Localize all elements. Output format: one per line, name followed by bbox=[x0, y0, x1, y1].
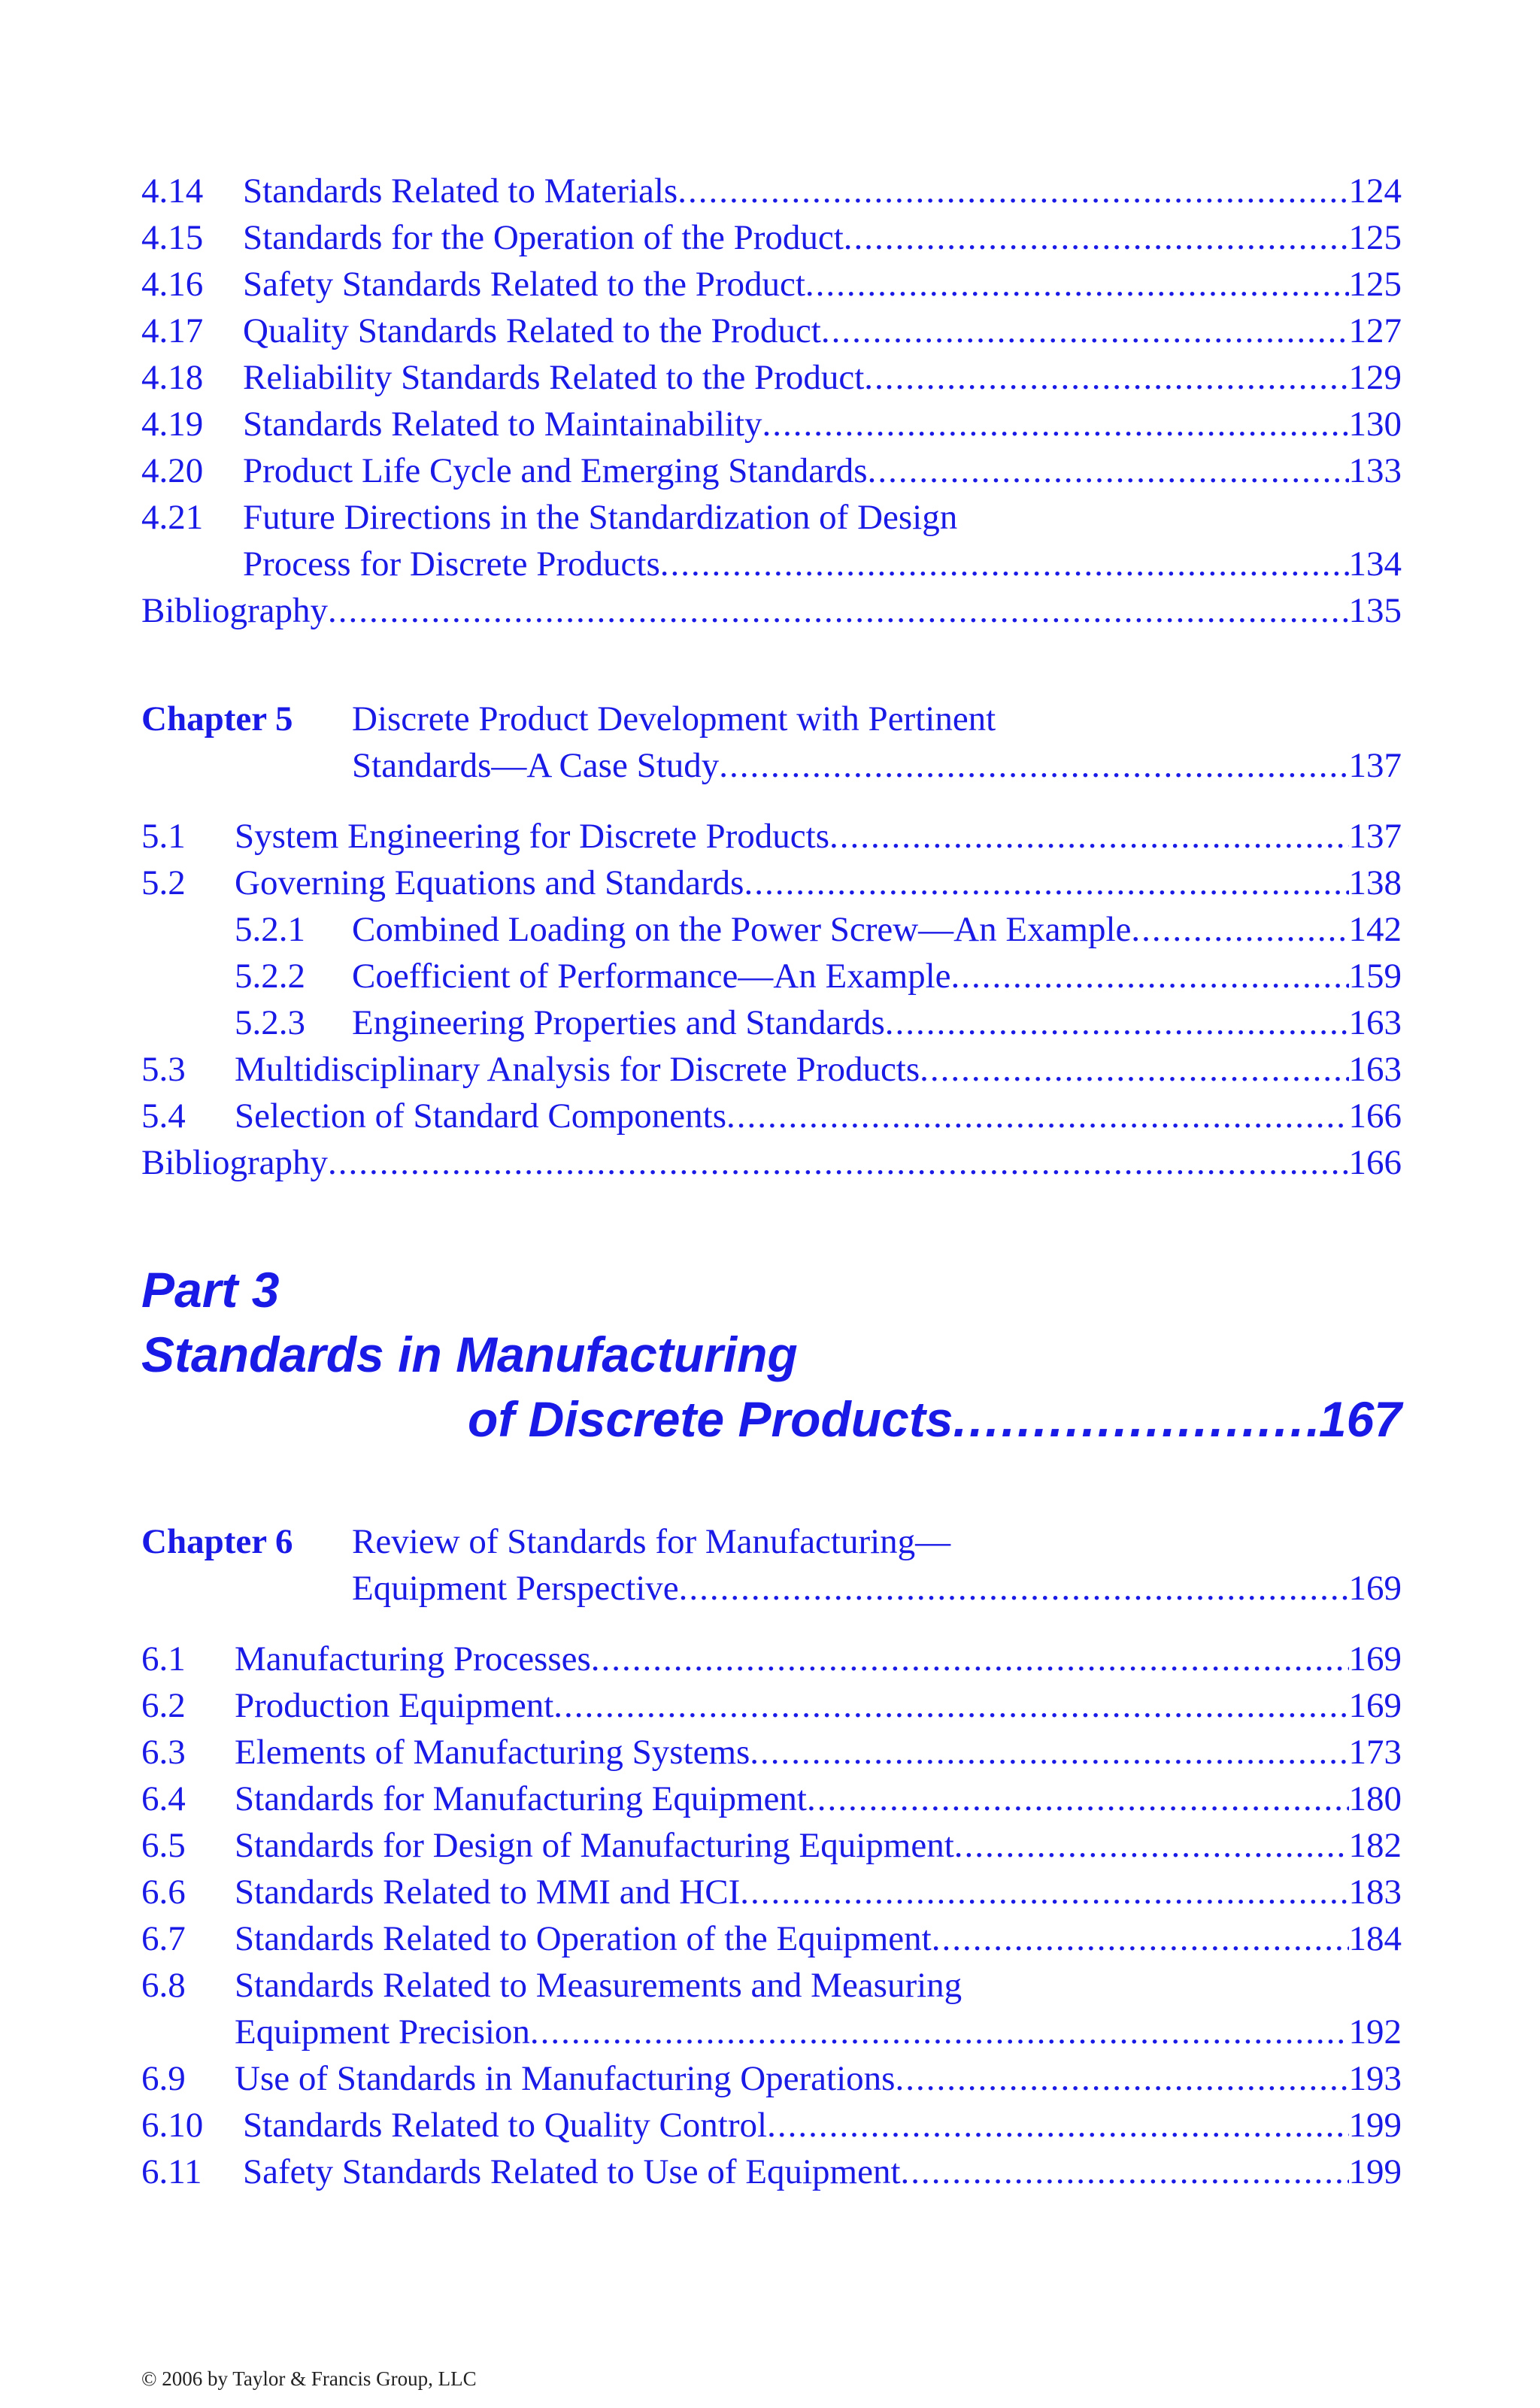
toc-entry-6-4[interactable] bbox=[141, 1776, 1402, 1821]
entry-title: Elements of Manufacturing Systems bbox=[235, 1733, 750, 1772]
dot-leader bbox=[591, 1636, 1349, 1682]
entry-number: 5.2.3 bbox=[235, 1003, 305, 1042]
entry-page: 135 bbox=[1348, 591, 1402, 630]
dot-leader bbox=[767, 2103, 1348, 2148]
chapter-title-continued: Standards—A Case Study bbox=[352, 746, 720, 785]
toc-entry-6-2[interactable] bbox=[141, 1683, 1402, 1728]
entry-page: 137 bbox=[1348, 746, 1402, 785]
toc-entry-bibliography-4[interactable] bbox=[141, 588, 1402, 633]
entry-title: Combined Loading on the Power Screw—An Example bbox=[352, 910, 1132, 949]
entry-title: Bibliography bbox=[141, 1143, 329, 1182]
toc-entry-4-18[interactable] bbox=[141, 355, 1402, 400]
entry-number: 6.5 bbox=[141, 1826, 186, 1865]
entry-page: 129 bbox=[1348, 358, 1402, 397]
entry-page: 169 bbox=[1348, 1569, 1402, 1608]
entry-number: 6.4 bbox=[141, 1779, 186, 1818]
dot-leader bbox=[807, 1776, 1349, 1821]
entry-number: 6.9 bbox=[141, 2059, 186, 2098]
entry-number: 5.1 bbox=[141, 817, 186, 856]
dot-leader bbox=[726, 1093, 1349, 1139]
entry-number: 4.19 bbox=[141, 405, 204, 444]
dot-leader bbox=[821, 308, 1349, 353]
toc-entry-6-10[interactable] bbox=[141, 2103, 1402, 2148]
entry-title: Use of Standards in Manufacturing Operations bbox=[235, 2059, 896, 2098]
toc-entry-4-19[interactable] bbox=[141, 402, 1402, 447]
toc-entry-4-21[interactable] bbox=[141, 495, 1402, 540]
toc-entry-4-15[interactable] bbox=[141, 215, 1402, 260]
entry-title: Bibliography bbox=[141, 591, 329, 630]
entry-title: Standards Related to Maintainability bbox=[243, 405, 762, 444]
dot-leader bbox=[762, 402, 1349, 447]
entry-number: 4.15 bbox=[141, 218, 204, 257]
toc-entry-5-4[interactable] bbox=[141, 1093, 1402, 1139]
chapter-6-heading-continued[interactable] bbox=[141, 1566, 1402, 1611]
toc-entry-6-8-continued[interactable] bbox=[141, 2009, 1402, 2055]
entry-number: 5.2.1 bbox=[235, 910, 305, 949]
toc-entry-4-16[interactable] bbox=[141, 262, 1402, 307]
entry-number: 6.6 bbox=[141, 1873, 186, 1912]
entry-number: 6.1 bbox=[141, 1639, 186, 1679]
entry-page: 199 bbox=[1348, 2106, 1402, 2145]
part-3-title: Standards in Manufacturing bbox=[141, 1327, 798, 1382]
dot-leader bbox=[679, 1566, 1349, 1611]
dot-leader bbox=[744, 860, 1348, 905]
entry-number: 6.10 bbox=[141, 2106, 204, 2145]
entry-page: 183 bbox=[1348, 1873, 1402, 1912]
entry-title: Standards for Design of Manufacturing Equipment bbox=[235, 1826, 954, 1865]
dot-leader bbox=[953, 1387, 1319, 1451]
entry-title: Standards Related to Quality Control bbox=[243, 2106, 768, 2145]
entry-page: 193 bbox=[1348, 2059, 1402, 2098]
entry-title: System Engineering for Discrete Products bbox=[235, 817, 829, 856]
entry-title: Safety Standards Related to Use of Equipment bbox=[243, 2152, 901, 2191]
dot-leader bbox=[895, 2056, 1348, 2101]
entry-page: 169 bbox=[1348, 1639, 1402, 1679]
entry-title: Engineering Properties and Standards bbox=[352, 1003, 885, 1042]
entry-page: 130 bbox=[1348, 405, 1402, 444]
dot-leader bbox=[805, 262, 1349, 307]
entry-number: 6.2 bbox=[141, 1686, 186, 1725]
toc-entry-4-17[interactable] bbox=[141, 308, 1402, 353]
dot-leader bbox=[864, 355, 1348, 400]
toc-entry-4-14[interactable] bbox=[141, 168, 1402, 214]
entry-title: Standards Related to Operation of the Equipment bbox=[235, 1919, 932, 1958]
dot-leader bbox=[1131, 907, 1348, 952]
toc-entry-4-20[interactable] bbox=[141, 448, 1402, 493]
entry-title: Safety Standards Related to the Product bbox=[243, 265, 805, 304]
entry-page: 180 bbox=[1348, 1779, 1402, 1818]
entry-title: Standards Related to Measurements and Measuring bbox=[235, 1966, 962, 2005]
toc-entry-5-1[interactable] bbox=[141, 814, 1402, 859]
entry-number: 6.11 bbox=[141, 2152, 202, 2191]
dot-leader bbox=[328, 588, 1348, 633]
toc-entry-6-5[interactable] bbox=[141, 1823, 1402, 1868]
entry-number: 6.3 bbox=[141, 1733, 186, 1772]
entry-number: 4.16 bbox=[141, 265, 204, 304]
entry-page: 133 bbox=[1348, 451, 1402, 490]
entry-title: Product Life Cycle and Emerging Standards bbox=[243, 451, 868, 490]
dot-leader bbox=[951, 954, 1349, 999]
entry-page: 125 bbox=[1348, 265, 1402, 304]
chapter-title: Discrete Product Development with Pertinent bbox=[352, 699, 996, 738]
entry-number: 4.17 bbox=[141, 311, 204, 350]
part-3-subtitle: of Discrete Products bbox=[468, 1391, 953, 1447]
chapter-5-heading[interactable] bbox=[141, 696, 1402, 742]
toc-entry-5-2-1[interactable] bbox=[141, 907, 1402, 952]
entry-page: 199 bbox=[1348, 2152, 1402, 2191]
entry-page: 184 bbox=[1348, 1919, 1402, 1958]
entry-page: 163 bbox=[1348, 1050, 1402, 1089]
entry-number: 4.14 bbox=[141, 171, 204, 211]
entry-title: Coefficient of Performance—An Example bbox=[352, 957, 951, 996]
entry-page: 138 bbox=[1348, 863, 1402, 902]
toc-entry-4-21-continued[interactable] bbox=[141, 541, 1402, 587]
toc-entry-5-2[interactable] bbox=[141, 860, 1402, 905]
toc-entry-6-7[interactable] bbox=[141, 1916, 1402, 1961]
chapter-title-continued: Equipment Perspective bbox=[352, 1569, 679, 1608]
entry-page: 125 bbox=[1348, 218, 1402, 257]
dot-leader bbox=[885, 1000, 1349, 1045]
entry-title: Governing Equations and Standards bbox=[235, 863, 744, 902]
entry-page: 166 bbox=[1348, 1143, 1402, 1182]
entry-number: 4.21 bbox=[141, 498, 204, 537]
entry-number: 6.7 bbox=[141, 1919, 186, 1958]
toc-entry-6-6[interactable] bbox=[141, 1870, 1402, 1915]
toc-entry-5-2-2[interactable] bbox=[141, 954, 1402, 999]
entry-title-continued: Process for Discrete Products bbox=[243, 544, 660, 584]
entry-number: 5.4 bbox=[141, 1096, 186, 1136]
toc-entry-5-2-3[interactable] bbox=[141, 1000, 1402, 1045]
entry-title: Future Directions in the Standardization of Design bbox=[243, 498, 958, 537]
entry-number: 5.2 bbox=[141, 863, 186, 902]
entry-page: 192 bbox=[1348, 2012, 1402, 2052]
dot-leader bbox=[829, 814, 1349, 859]
entry-number: 5.2.2 bbox=[235, 957, 305, 996]
entry-title: Reliability Standards Related to the Product bbox=[243, 358, 865, 397]
entry-page: 169 bbox=[1348, 1686, 1402, 1725]
dot-leader bbox=[954, 1823, 1349, 1868]
entry-page: 142 bbox=[1348, 910, 1402, 949]
toc-entry-bibliography-5[interactable] bbox=[141, 1140, 1402, 1185]
toc-entry-6-8[interactable] bbox=[141, 1963, 1402, 2008]
entry-title: Standards for the Operation of the Product bbox=[243, 218, 844, 257]
chapter-6-heading[interactable] bbox=[141, 1519, 1402, 1564]
entry-page: 124 bbox=[1348, 171, 1402, 211]
toc-entry-6-9[interactable] bbox=[141, 2056, 1402, 2101]
dot-leader bbox=[553, 1683, 1348, 1728]
dot-leader bbox=[920, 1047, 1348, 1092]
part-3-title-continued[interactable] bbox=[141, 1387, 1402, 1451]
dot-leader bbox=[660, 541, 1349, 587]
dot-leader bbox=[901, 2149, 1349, 2194]
dot-leader bbox=[844, 215, 1349, 260]
toc-entry-6-11[interactable] bbox=[141, 2149, 1402, 2194]
entry-page: 159 bbox=[1348, 957, 1402, 996]
entry-number: 4.18 bbox=[141, 358, 204, 397]
entry-page: 182 bbox=[1348, 1826, 1402, 1865]
entry-number: 5.3 bbox=[141, 1050, 186, 1089]
dot-leader bbox=[868, 448, 1349, 493]
chapter-label: Chapter 5 bbox=[141, 699, 293, 738]
entry-page: 127 bbox=[1348, 311, 1402, 350]
chapter-title: Review of Standards for Manufacturing— bbox=[352, 1522, 951, 1561]
entry-page: 166 bbox=[1348, 1096, 1402, 1136]
entry-title: Quality Standards Related to the Product bbox=[243, 311, 821, 350]
entry-page: 137 bbox=[1348, 817, 1402, 856]
dot-leader bbox=[530, 2009, 1349, 2055]
dot-leader bbox=[932, 1916, 1349, 1961]
entry-title: Standards for Manufacturing Equipment bbox=[235, 1779, 807, 1818]
dot-leader bbox=[750, 1730, 1348, 1775]
entry-page: 173 bbox=[1348, 1733, 1402, 1772]
dot-leader bbox=[328, 1140, 1348, 1185]
entry-title: Selection of Standard Components bbox=[235, 1096, 726, 1136]
entry-title: Standards Related to Materials bbox=[243, 171, 678, 211]
part-3-label: Part 3 bbox=[141, 1262, 280, 1318]
entry-page: 134 bbox=[1348, 544, 1402, 584]
entry-page: 163 bbox=[1348, 1003, 1402, 1042]
chapter-5-heading-continued[interactable] bbox=[141, 743, 1402, 788]
chapter-label: Chapter 6 bbox=[141, 1522, 293, 1561]
entry-number: 6.8 bbox=[141, 1966, 186, 2005]
toc-entry-6-3[interactable] bbox=[141, 1730, 1402, 1775]
entry-title: Production Equipment bbox=[235, 1686, 554, 1725]
entry-title: Manufacturing Processes bbox=[235, 1639, 591, 1679]
dot-leader bbox=[740, 1870, 1348, 1915]
dot-leader bbox=[719, 743, 1348, 788]
dot-leader bbox=[678, 168, 1348, 214]
toc-entry-5-3[interactable] bbox=[141, 1047, 1402, 1092]
entry-title: Standards Related to MMI and HCI bbox=[235, 1873, 741, 1912]
entry-title: Multidisciplinary Analysis for Discrete Products bbox=[235, 1050, 920, 1089]
toc-entry-6-1[interactable] bbox=[141, 1636, 1402, 1682]
entry-title-continued: Equipment Precision bbox=[235, 2012, 530, 2052]
copyright-footer: © 2006 by Taylor & Francis Group, LLC bbox=[141, 2367, 477, 2390]
entry-number: 4.20 bbox=[141, 451, 204, 490]
part-3-page: 167 bbox=[1318, 1391, 1402, 1447]
